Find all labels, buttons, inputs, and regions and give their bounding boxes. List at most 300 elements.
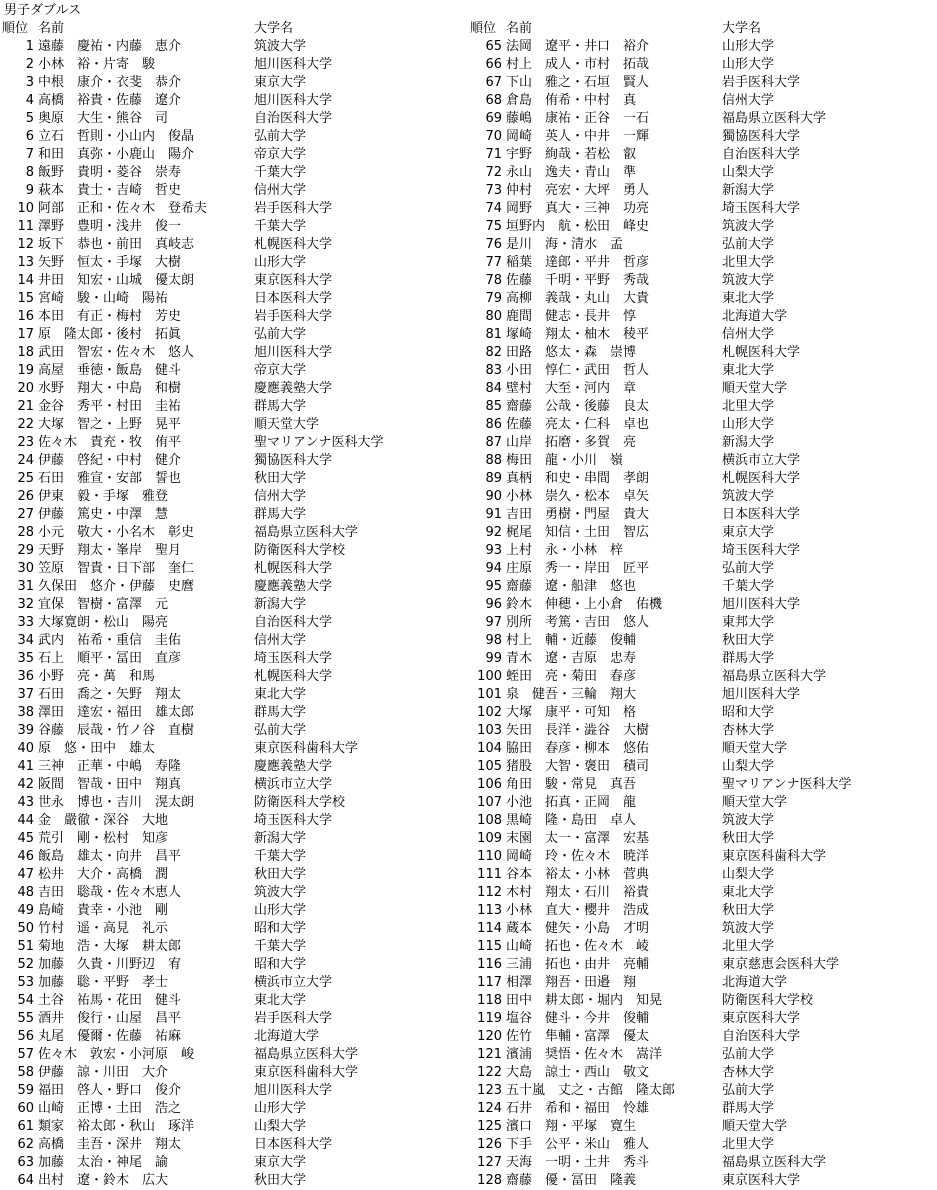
player-names-cell: 笠原 智貴・日下部 奎仁: [38, 561, 195, 576]
player-names-cell: 伊藤 諒・川田 大介: [38, 1065, 169, 1080]
university-cell: 群馬大学: [722, 1101, 775, 1116]
university-cell: 秋田大学: [254, 471, 307, 486]
player-names-cell: 阿部 正和・佐々木 登希夫: [38, 201, 208, 216]
university-cell: 帝京大学: [254, 363, 307, 378]
university-cell: 筑波大学: [254, 885, 307, 900]
rank-cell: 80: [485, 309, 502, 324]
player-names-cell: 齋藤 優・冨田 隆義: [506, 1173, 637, 1188]
university-cell: 自治医科大学: [722, 147, 801, 162]
player-names-cell: 角田 駿・常見 真吾: [506, 777, 637, 792]
university-cell: 群馬大学: [722, 651, 775, 666]
player-names-cell: 小野 亮・萬 和馬: [38, 669, 156, 684]
rank-cell: 86: [485, 417, 502, 432]
player-names-cell: 伊藤 啓紀・中村 健介: [38, 453, 182, 468]
university-cell: 福島県立医科大学: [722, 1155, 827, 1170]
rank-cell: 66: [485, 57, 502, 72]
university-cell: 札幌医科大学: [722, 345, 801, 360]
rank-cell: 53: [17, 975, 34, 990]
university-cell: 順天堂大学: [254, 417, 320, 432]
university-cell: 信州大学: [722, 327, 775, 342]
page-title: 男子ダブルス: [4, 3, 82, 18]
university-cell: 山梨大学: [722, 165, 775, 180]
rank-cell: 57: [17, 1047, 34, 1062]
university-cell: 新潟大学: [254, 831, 307, 846]
rank-cell: 43: [17, 795, 34, 810]
rank-cell: 73: [485, 183, 502, 198]
university-cell: 山梨大学: [254, 1119, 307, 1134]
player-names-cell: 矢野 恒太・手塚 大樹: [38, 255, 182, 270]
player-names-cell: 島崎 貴幸・小池 剛: [38, 903, 169, 918]
university-cell: 旭川医科大学: [254, 1083, 333, 1098]
player-names-cell: 田中 耕太郎・堀内 知晃: [506, 993, 663, 1008]
university-cell: 日本医科大学: [254, 291, 333, 306]
player-names-cell: 高柳 義哉・丸山 大貴: [506, 291, 650, 306]
university-cell: 弘前大学: [722, 561, 775, 576]
rank-cell: 5: [25, 111, 34, 126]
rank-cell: 2: [25, 57, 34, 72]
rank-cell: 77: [485, 255, 502, 270]
university-cell: 筑波大学: [722, 921, 775, 936]
university-cell: 東京医科歯科大学: [254, 741, 359, 756]
player-names-cell: 佐竹 隼輔・富澤 優太: [506, 1029, 650, 1044]
rank-cell: 95: [485, 579, 502, 594]
player-names-cell: 宜保 智樹・富澤 元: [38, 597, 169, 612]
rank-cell: 37: [17, 687, 34, 702]
player-names-cell: 庄原 秀一・岸田 匠平: [506, 561, 650, 576]
rank-cell: 61: [17, 1119, 34, 1134]
rank-cell: 128: [477, 1173, 502, 1188]
player-names-cell: 小池 拓真・正岡 龍: [506, 795, 637, 810]
player-names-cell: 蛭田 亮・菊田 春彦: [506, 669, 637, 684]
player-names-cell: 佐々木 敦宏・小河原 峻: [38, 1047, 195, 1062]
rank-cell: 47: [17, 867, 34, 882]
rank-cell: 46: [17, 849, 34, 864]
rank-cell: 60: [17, 1101, 34, 1116]
university-cell: 信州大学: [254, 183, 307, 198]
university-cell: 埼玉医科大学: [722, 201, 801, 216]
player-names-cell: 伊東 毅・手塚 雅登: [38, 489, 169, 504]
rank-cell: 87: [485, 435, 502, 450]
rank-cell: 36: [17, 669, 34, 684]
university-cell: 群馬大学: [254, 705, 307, 720]
university-cell: 横浜市立大学: [254, 975, 333, 990]
university-cell: 福島県立医科大学: [254, 1047, 359, 1062]
player-names-cell: 石田 雅宣・安部 誓也: [38, 471, 182, 486]
player-names-cell: 小林 裕・片寄 駿: [38, 57, 156, 72]
player-names-cell: 天野 翔太・峯岸 聖月: [38, 543, 182, 558]
university-cell: 信州大学: [254, 633, 307, 648]
rank-cell: 39: [17, 723, 34, 738]
rank-cell: 84: [485, 381, 502, 396]
player-names-cell: 金谷 秀平・村田 圭祐: [38, 399, 182, 414]
rank-cell: 20: [17, 381, 34, 396]
university-cell: 筑波大学: [722, 489, 775, 504]
university-cell: 防衛医科大学校: [254, 543, 346, 558]
player-names-cell: 末園 太一・富澤 宏基: [506, 831, 650, 846]
player-names-cell: 石井 希和・福田 怜雄: [506, 1101, 650, 1116]
university-cell: 順天堂大学: [722, 795, 788, 810]
university-cell: 岩手医科大学: [254, 201, 333, 216]
player-names-cell: 濱口 翔・平塚 寛生: [506, 1119, 637, 1134]
rank-cell: 52: [17, 957, 34, 972]
rank-cell: 34: [17, 633, 34, 648]
rank-cell: 14: [17, 273, 34, 288]
player-names-cell: 遠藤 慶祐・内藤 恵介: [38, 39, 182, 54]
rank-cell: 91: [485, 507, 502, 522]
rank-cell: 54: [17, 993, 34, 1008]
rank-cell: 97: [485, 615, 502, 630]
player-names-cell: 荒引 剛・松村 知彦: [38, 831, 169, 846]
player-names-cell: 齋藤 遼・船津 悠也: [506, 579, 637, 594]
player-names-cell: 永山 逸夫・青山 準: [506, 165, 637, 180]
player-names-cell: 五十嵐 丈之・古館 隆太郎: [506, 1083, 676, 1098]
player-names-cell: 加藤 久貴・川野辺 宥: [38, 957, 182, 972]
player-names-cell: 中根 康介・衣斐 恭介: [38, 75, 182, 90]
rank-cell: 117: [477, 975, 502, 990]
rank-cell: 22: [17, 417, 34, 432]
player-names-cell: 澤田 達宏・福田 雄太郎: [38, 705, 195, 720]
player-names-cell: 山岸 拓磨・多賀 亮: [506, 435, 637, 450]
player-names-cell: 蔵本 健矢・小島 才明: [506, 921, 650, 936]
rank-cell: 88: [485, 453, 502, 468]
player-names-cell: 竹村 遥・高見 礼示: [38, 921, 169, 936]
rank-cell: 30: [17, 561, 34, 576]
university-cell: 弘前大学: [722, 1083, 775, 1098]
player-names-cell: 猪股 大智・褒田 積司: [506, 759, 650, 774]
player-names-cell: 岡崎 玲・佐々木 暁洋: [506, 849, 650, 864]
rank-cell: 70: [485, 129, 502, 144]
rank-cell: 65: [485, 39, 502, 54]
player-names-cell: 別所 考篤・吉田 悠人: [506, 615, 650, 630]
player-names-cell: 木村 翔太・石川 裕貴: [506, 885, 650, 900]
player-names-cell: 井田 知宏・山城 優太朗: [38, 273, 195, 288]
university-cell: 東北大学: [254, 993, 307, 1008]
rank-cell: 68: [485, 93, 502, 108]
rank-cell: 101: [477, 687, 502, 702]
player-names-cell: 丸尾 優爾・佐藤 祐麻: [38, 1029, 182, 1044]
player-names-cell: 水野 翔大・中島 和樹: [38, 381, 182, 396]
header-university: 大学名: [254, 21, 294, 36]
university-cell: 秋田大学: [722, 633, 775, 648]
player-names-cell: 天海 一明・土井 秀斗: [506, 1155, 650, 1170]
university-cell: 山梨大学: [722, 759, 775, 774]
university-cell: 自治医科大学: [254, 615, 333, 630]
university-cell: 岩手医科大学: [722, 75, 801, 90]
university-cell: 新潟大学: [722, 183, 775, 198]
player-names-cell: 佐々木 貴充・牧 侑平: [38, 435, 182, 450]
rank-cell: 83: [485, 363, 502, 378]
rank-cell: 44: [17, 813, 34, 828]
rank-cell: 124: [477, 1101, 502, 1116]
player-names-cell: 法岡 遼平・井口 裕介: [506, 39, 650, 54]
university-cell: 防衛医科大学校: [254, 795, 346, 810]
rank-cell: 58: [17, 1065, 34, 1080]
rank-cell: 81: [485, 327, 502, 342]
rank-cell: 123: [477, 1083, 502, 1098]
rank-cell: 103: [477, 723, 502, 738]
university-cell: 獨協医科大学: [722, 129, 801, 144]
university-cell: 東北大学: [722, 885, 775, 900]
university-cell: 秋田大学: [254, 867, 307, 882]
header-rank: 順位: [470, 21, 497, 36]
university-cell: 千葉大学: [254, 939, 307, 954]
university-cell: 旭川医科大学: [722, 687, 801, 702]
player-names-cell: 大塚 康平・可知 格: [506, 705, 637, 720]
player-names-cell: 田路 悠太・森 崇博: [506, 345, 637, 360]
rank-cell: 49: [17, 903, 34, 918]
university-cell: 聖マリアンナ医科大学: [722, 777, 852, 792]
player-names-cell: 村上 成人・市村 拓哉: [506, 57, 650, 72]
university-cell: 筑波大学: [722, 813, 775, 828]
university-cell: 東北大学: [254, 687, 307, 702]
rank-cell: 62: [17, 1137, 34, 1152]
rank-cell: 1: [25, 39, 34, 54]
rank-cell: 56: [17, 1029, 34, 1044]
player-names-cell: 佐藤 亮太・仁科 卓也: [506, 417, 650, 432]
university-cell: 千葉大学: [254, 219, 307, 234]
header-rank: 順位: [2, 21, 29, 36]
university-cell: 秋田大学: [254, 1173, 307, 1188]
player-names-cell: 梅田 龍・小川 嶺: [506, 453, 624, 468]
player-names-cell: 武田 智宏・佐々木 悠人: [38, 345, 195, 360]
header-name: 名前: [506, 21, 533, 36]
player-names-cell: 壁村 大至・河内 章: [506, 381, 637, 396]
rank-cell: 110: [477, 849, 502, 864]
player-names-cell: 佐藤 千明・平野 秀哉: [506, 273, 650, 288]
university-cell: 順天堂大学: [722, 381, 788, 396]
university-cell: 獨協医科大学: [254, 453, 333, 468]
university-cell: 東京医科歯科大学: [722, 849, 827, 864]
player-names-cell: 村上 輔・近藤 俊輔: [506, 633, 637, 648]
university-cell: 福島県立医科大学: [722, 669, 827, 684]
rank-cell: 27: [17, 507, 34, 522]
university-cell: 東京大学: [722, 525, 775, 540]
rank-cell: 107: [477, 795, 502, 810]
player-names-cell: 宮崎 駿・山崎 陽祐: [38, 291, 169, 306]
university-cell: 旭川医科大学: [254, 345, 333, 360]
rank-cell: 48: [17, 885, 34, 900]
rank-cell: 24: [17, 453, 34, 468]
player-names-cell: 上村 永・小林 梓: [506, 543, 624, 558]
university-cell: 北海道大学: [722, 975, 788, 990]
player-names-cell: 金 嚴徹・深谷 大地: [38, 813, 169, 828]
university-cell: 東京医科大学: [722, 1011, 801, 1026]
player-names-cell: 濱浦 奨悟・佐々木 嵩洋: [506, 1047, 663, 1062]
rank-cell: 121: [477, 1047, 502, 1062]
player-names-cell: 三神 正華・中嶋 寿隆: [38, 759, 182, 774]
rank-cell: 92: [485, 525, 502, 540]
university-cell: 秋田大学: [722, 903, 775, 918]
player-names-cell: 阪間 智哉・田中 翔真: [38, 777, 182, 792]
player-names-cell: 岡野 真大・三神 功亮: [506, 201, 650, 216]
university-cell: 千葉大学: [254, 165, 307, 180]
rank-cell: 127: [477, 1155, 502, 1170]
rank-cell: 13: [17, 255, 34, 270]
university-cell: 東京医科大学: [722, 1173, 801, 1188]
university-cell: 旭川医科大学: [254, 93, 333, 108]
player-names-cell: 岡崎 英人・中井 一輝: [506, 129, 650, 144]
player-names-cell: 黒崎 隆・島田 卓人: [506, 813, 637, 828]
university-cell: 昭和大学: [722, 705, 775, 720]
rank-cell: 122: [477, 1065, 502, 1080]
rank-cell: 25: [17, 471, 34, 486]
player-names-cell: 石上 順平・冨田 直彦: [38, 651, 182, 666]
rank-cell: 35: [17, 651, 34, 666]
player-names-cell: 世永 博也・吉川 滉太朗: [38, 795, 195, 810]
player-names-cell: 小林 直大・櫻井 浩成: [506, 903, 650, 918]
university-cell: 筑波大学: [722, 273, 775, 288]
player-names-cell: 和田 真弥・小鹿山 陽介: [38, 147, 195, 162]
rank-cell: 99: [485, 651, 502, 666]
university-cell: 北里大学: [722, 399, 775, 414]
rank-cell: 126: [477, 1137, 502, 1152]
rank-cell: 106: [477, 777, 502, 792]
university-cell: 帝京大学: [254, 147, 307, 162]
player-names-cell: 加藤 聡・平野 孝士: [38, 975, 169, 990]
rank-cell: 15: [17, 291, 34, 306]
player-names-cell: 原 悠・田中 雄太: [38, 741, 156, 756]
university-cell: 昭和大学: [254, 957, 307, 972]
university-cell: 北里大学: [722, 1137, 775, 1152]
rank-cell: 105: [477, 759, 502, 774]
player-names-cell: 三浦 拓也・由井 亮輔: [506, 957, 650, 972]
player-names-cell: 福田 啓人・野口 俊介: [38, 1083, 182, 1098]
university-cell: 東京大学: [254, 1155, 307, 1170]
rank-cell: 40: [17, 741, 34, 756]
player-names-cell: 石田 喬之・矢野 翔太: [38, 687, 182, 702]
university-cell: 東京医科歯科大学: [254, 1065, 359, 1080]
player-names-cell: 梶尾 知信・土田 智広: [506, 525, 650, 540]
university-cell: 東邦大学: [722, 615, 775, 630]
rank-cell: 41: [17, 759, 34, 774]
player-names-cell: 稲葉 達郎・平井 哲彦: [506, 255, 650, 270]
rank-cell: 69: [485, 111, 502, 126]
university-cell: 北里大学: [722, 939, 775, 954]
player-names-cell: 齋藤 公哉・後藤 良太: [506, 399, 650, 414]
player-names-cell: 倉島 侑希・中村 真: [506, 93, 637, 108]
rank-cell: 19: [17, 363, 34, 378]
university-cell: 秋田大学: [722, 831, 775, 846]
university-cell: 筑波大学: [254, 39, 307, 54]
rank-cell: 59: [17, 1083, 34, 1098]
player-names-cell: 吉田 勇樹・門屋 貴大: [506, 507, 650, 522]
rank-cell: 9: [25, 183, 34, 198]
university-cell: 埼玉医科大学: [254, 813, 333, 828]
rank-cell: 12: [17, 237, 34, 252]
player-names-cell: 仲村 亮宏・大坪 勇人: [506, 183, 650, 198]
player-names-cell: 垣野内 航・松田 峰史: [506, 219, 650, 234]
university-cell: 福島県立医科大学: [722, 111, 827, 126]
university-cell: 筑波大学: [722, 219, 775, 234]
rank-cell: 16: [17, 309, 34, 324]
rank-cell: 78: [485, 273, 502, 288]
rank-cell: 108: [477, 813, 502, 828]
player-names-cell: 立石 哲則・小山内 俊晶: [38, 129, 195, 144]
player-names-cell: 坂下 恭也・前田 真岐志: [38, 237, 195, 252]
player-names-cell: 山崎 正博・土田 浩之: [38, 1101, 182, 1116]
rank-cell: 89: [485, 471, 502, 486]
university-cell: 千葉大学: [722, 579, 775, 594]
player-names-cell: 谷藤 辰哉・竹ノ谷 直樹: [38, 723, 195, 738]
university-cell: 北海道大学: [722, 309, 788, 324]
rank-cell: 4: [25, 93, 34, 108]
university-cell: 群馬大学: [254, 507, 307, 522]
university-cell: 防衛医科大学校: [722, 993, 814, 1008]
rank-cell: 18: [17, 345, 34, 360]
university-cell: 山形大学: [254, 255, 307, 270]
player-names-cell: 酒井 俊行・山屋 昌平: [38, 1011, 182, 1026]
university-cell: 北海道大学: [254, 1029, 320, 1044]
player-names-cell: 塚崎 翔太・柚木 稜平: [506, 327, 650, 342]
player-names-cell: 原 隆太郎・後村 拓眞: [38, 327, 182, 342]
rank-cell: 8: [25, 165, 34, 180]
university-cell: 新潟大学: [722, 435, 775, 450]
player-names-cell: 谷本 裕太・小林 菅典: [506, 867, 650, 882]
rank-cell: 82: [485, 345, 502, 360]
rank-cell: 100: [477, 669, 502, 684]
rank-cell: 32: [17, 597, 34, 612]
university-cell: 埼玉医科大学: [254, 651, 333, 666]
university-cell: 札幌医科大学: [254, 669, 333, 684]
rank-cell: 76: [485, 237, 502, 252]
rank-cell: 114: [477, 921, 502, 936]
university-cell: 弘前大学: [254, 327, 307, 342]
rank-cell: 6: [25, 129, 34, 144]
rank-cell: 94: [485, 561, 502, 576]
university-cell: 信州大学: [722, 93, 775, 108]
university-cell: 自治医科大学: [254, 111, 333, 126]
player-names-cell: 藤嶋 康祐・正谷 一石: [506, 111, 650, 126]
rank-cell: 72: [485, 165, 502, 180]
player-names-cell: 矢田 長洋・澁谷 大樹: [506, 723, 650, 738]
university-cell: 旭川医科大学: [254, 57, 333, 72]
university-cell: 札幌医科大学: [254, 561, 333, 576]
university-cell: 杏林大学: [722, 1065, 775, 1080]
rank-cell: 93: [485, 543, 502, 558]
rank-cell: 67: [485, 75, 502, 90]
rank-cell: 21: [17, 399, 34, 414]
university-cell: 北里大学: [722, 255, 775, 270]
university-cell: 慶應義塾大学: [254, 579, 333, 594]
player-names-cell: 土谷 祐馬・花田 健斗: [38, 993, 182, 1008]
rank-cell: 120: [477, 1029, 502, 1044]
university-cell: 東北大学: [722, 363, 775, 378]
rank-cell: 125: [477, 1119, 502, 1134]
player-names-cell: 鹿間 健志・長井 惇: [506, 309, 637, 324]
university-cell: 山形大学: [722, 417, 775, 432]
university-cell: 群馬大学: [254, 399, 307, 414]
rank-cell: 111: [477, 867, 502, 882]
university-cell: 日本医科大学: [254, 1137, 333, 1152]
player-names-cell: 出村 遼・鈴木 広大: [38, 1173, 169, 1188]
university-cell: 弘前大学: [254, 129, 307, 144]
university-cell: 札幌医科大学: [254, 237, 333, 252]
university-cell: 日本医科大学: [722, 507, 801, 522]
university-cell: 山形大学: [722, 39, 775, 54]
player-names-cell: 武内 祐希・重信 圭佑: [38, 633, 182, 648]
rank-cell: 55: [17, 1011, 34, 1026]
rank-cell: 71: [485, 147, 502, 162]
player-names-cell: 小元 敬大・小名木 彰史: [38, 525, 195, 540]
player-names-cell: 高橋 裕貴・佐藤 遼介: [38, 93, 182, 108]
university-cell: 札幌医科大学: [722, 471, 801, 486]
university-cell: 慶應義塾大学: [254, 381, 333, 396]
player-names-cell: 飯野 貴明・菱谷 崇寿: [38, 165, 182, 180]
rank-cell: 64: [17, 1173, 34, 1188]
university-cell: 信州大学: [254, 489, 307, 504]
rank-cell: 113: [477, 903, 502, 918]
player-names-cell: 下山 雅之・石垣 賢人: [506, 75, 650, 90]
